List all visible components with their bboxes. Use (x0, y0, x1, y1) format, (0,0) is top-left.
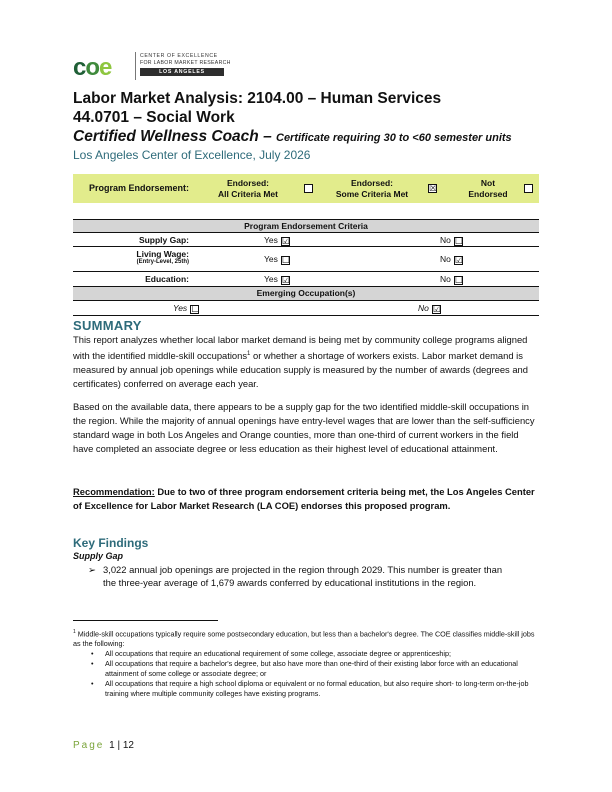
key-findings-heading: Key Findings (73, 536, 149, 550)
endorsement-label: Program Endorsement: (88, 183, 190, 193)
logo-text-line3: LOS ANGELES (140, 68, 224, 76)
endorsed-all-checkbox[interactable] (304, 184, 313, 193)
criteria-yes: Yes ☑ (264, 274, 290, 285)
report-title: Labor Market Analysis: 2104.00 – Human Services (73, 90, 442, 107)
endorsed-some-checkbox[interactable]: ☒ (429, 183, 438, 193)
emerging-no: No ☑ (418, 303, 441, 314)
empty-checkbox-icon: ☐ (454, 275, 463, 285)
not-endorsed-option: Not Endorsed (468, 178, 508, 199)
emerging-occupation-header: Emerging Occupation(s) (73, 286, 539, 300)
supply-gap-subheading: Supply Gap (73, 551, 124, 561)
recommendation: Recommendation: Due to two of three program endorsement criteria being met, the Los Angeles Center of Excellence for Labor Market Research (LA COE) endorses this proposed program. (73, 486, 535, 511)
key-finding-text: 3,022 annual job openings are projected in the region through 2029. This number is greater than the three-year average of 1,679 awards conferred by educational institutions in the region. (103, 564, 503, 588)
program-name: Certified Wellness Coach – (73, 128, 276, 145)
coe-logo-mark: coe (73, 54, 112, 81)
checked-checkbox-icon: ☑ (432, 304, 441, 314)
criteria-yes: Yes ☐ (264, 254, 290, 265)
endorsed-all-option: Endorsed: All Criteria Met (218, 178, 278, 199)
checked-checkbox-icon: ☑ (281, 275, 290, 285)
criteria-row-living-wage (73, 246, 539, 271)
endorsement-criteria-table (73, 219, 539, 315)
logo-text-line2: FOR LABOR MARKET RESEARCH (140, 60, 231, 66)
footnote-list (73, 649, 539, 699)
arrow-bullet-icon: ➢ (88, 564, 96, 575)
footnote-divider (73, 620, 218, 621)
summary-heading: SUMMARY (73, 318, 142, 333)
criteria-row-supply-gap (73, 232, 539, 246)
criteria-label: Education: (145, 274, 189, 284)
criteria-header: Program Endorsement Criteria (73, 219, 539, 232)
page-number: Page 1 | 12 (73, 740, 134, 751)
summary-paragraph-1: This report analyzes whether local labor market demand is being met by community college programs aligned with the identified middle-skill occupations$^1$ or whether a shortage of workers exists. Labor market demand is measured by annual job openings while education supply is measured by the number of awards (degrees and certificates) conferred on average each year. (73, 334, 528, 390)
criteria-label: Living Wage: (Entry-Level, 25th) (136, 249, 189, 265)
program-title (73, 128, 512, 146)
criteria-yes: Yes ☑ (264, 235, 290, 246)
checked-checkbox-icon: ☑ (454, 255, 463, 265)
footnote-list-item: • All occupations that require an educational requirement of some college, associate degree or apprenticeship; (105, 649, 539, 659)
logo-text-line1: CENTER OF EXCELLENCE (140, 53, 218, 59)
empty-checkbox-icon: ☐ (281, 255, 290, 265)
footnote-list-item: • All occupations that require a bachelor's degree, but also have more than one-third of their existing labor force with an educational attainment of some college or associate degree; or (105, 659, 539, 679)
footnote-intro: $^1$ Middle-skill occupations typically require some postsecondary education, but less than a bachelor's degree. The COE classifies middle-skill jobs as the following: (73, 629, 535, 649)
footnote-list-item: • All occupations that require a high school diploma or equivalent or no formal education, but also require short- to long-term on-the-job training where multiple community colleges have existing programs. (105, 679, 539, 699)
empty-checkbox-icon: ☐ (191, 304, 200, 314)
not-endorsed-checkbox[interactable] (524, 184, 533, 193)
emerging-occupation-row (73, 300, 539, 316)
summary-paragraph-2: Based on the available data, there appears to be a supply gap for the two identified middle-skill occupations in the region. While the majority of annual openings have entry-level wages that are lower than the self-sufficiency standard wage in both Los Angeles and Orange counties, more than one-third of current workers in the field have completed an associate degree or less education as their highest level of educational attainment. (73, 401, 535, 454)
report-subtitle: 44.0701 – Social Work (73, 109, 235, 126)
emerging-yes: Yes ☐ (173, 303, 200, 314)
criteria-no: No ☐ (440, 274, 463, 285)
logo-divider (135, 52, 136, 80)
report-source-date: Los Angeles Center of Excellence, July 2026 (73, 148, 311, 162)
criteria-row-education (73, 271, 539, 286)
checked-checkbox-icon: ☑ (281, 236, 290, 246)
coe-logo (73, 52, 233, 80)
recommendation-label: Recommendation: (73, 486, 155, 497)
footnote (73, 627, 539, 699)
criteria-label: Supply Gap: (138, 235, 189, 245)
footnote-ref: 1 (247, 351, 251, 357)
endorsed-some-option: Endorsed: Some Criteria Met (335, 178, 409, 199)
criteria-no: No ☑ (440, 254, 463, 265)
empty-checkbox-icon: ☐ (454, 236, 463, 246)
program-endorsement-bar (73, 174, 539, 203)
program-units: Certificate requiring 30 to <60 semester units (276, 132, 512, 144)
criteria-no: No ☐ (440, 235, 463, 246)
